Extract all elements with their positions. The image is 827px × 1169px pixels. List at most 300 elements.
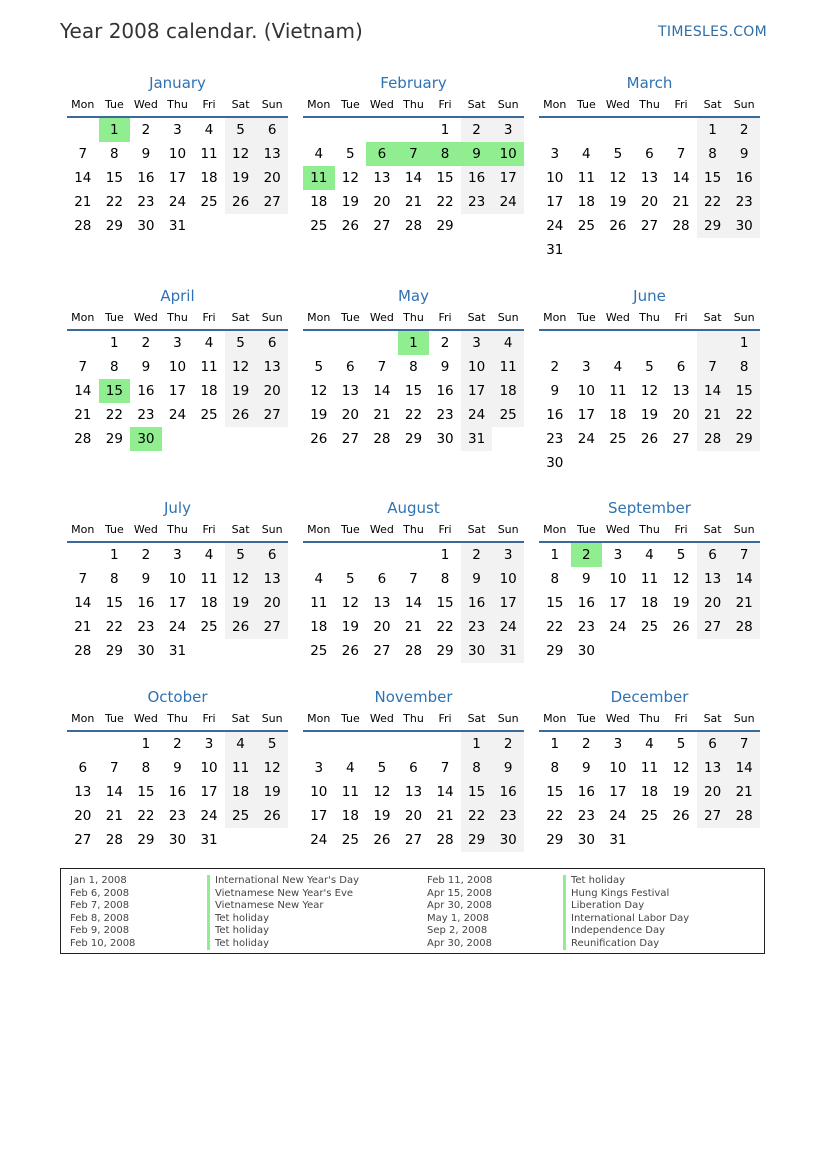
day-cell[interactable]: 20 (74, 808, 92, 824)
day-cell[interactable]: 30 (436, 431, 454, 447)
day-cell[interactable]: 9 (461, 567, 493, 591)
day-cell[interactable]: 26 (341, 218, 359, 234)
day-cell[interactable]: 13 (672, 383, 690, 399)
day-cell[interactable]: 25 (200, 194, 218, 210)
day-cell[interactable]: 8 (550, 571, 560, 587)
holiday-day-cell[interactable]: 10 (492, 142, 524, 166)
day-cell[interactable]: 16 (492, 780, 524, 804)
day-cell[interactable]: 3 (173, 335, 182, 351)
day-cell[interactable]: 17 (310, 808, 328, 824)
day-cell[interactable]: 2 (440, 335, 450, 351)
day-cell[interactable]: 28 (728, 615, 760, 639)
day-cell[interactable]: 8 (110, 571, 119, 587)
day-cell[interactable]: 31 (609, 832, 627, 848)
day-cell[interactable]: 4 (204, 122, 214, 138)
day-cell[interactable]: 5 (676, 547, 686, 563)
holiday-day-cell[interactable]: 7 (398, 142, 430, 166)
day-cell[interactable]: 7 (440, 760, 450, 776)
day-cell[interactable]: 11 (609, 383, 627, 399)
day-cell[interactable]: 18 (225, 780, 257, 804)
day-cell[interactable]: 4 (645, 736, 654, 752)
day-cell[interactable]: 6 (409, 760, 418, 776)
day-cell[interactable]: 13 (74, 784, 92, 800)
day-cell[interactable]: 17 (577, 407, 595, 423)
day-cell[interactable]: 29 (105, 218, 123, 234)
day-cell[interactable]: 26 (672, 619, 690, 635)
day-cell[interactable]: 29 (105, 431, 123, 447)
day-cell[interactable]: 16 (577, 595, 595, 611)
day-cell[interactable]: 14 (404, 595, 423, 611)
day-cell[interactable]: 23 (492, 804, 524, 828)
day-cell[interactable]: 7 (78, 359, 88, 375)
day-cell[interactable]: 6 (346, 359, 355, 375)
day-cell[interactable]: 4 (314, 571, 324, 587)
day-cell[interactable]: 3 (492, 543, 524, 567)
day-cell[interactable]: 8 (409, 359, 418, 375)
day-cell[interactable]: 11 (341, 784, 359, 800)
day-cell[interactable]: 15 (697, 166, 729, 190)
day-cell[interactable]: 14 (74, 383, 92, 399)
day-cell[interactable]: 3 (613, 547, 623, 563)
day-cell[interactable]: 24 (200, 808, 218, 824)
day-cell[interactable]: 2 (728, 118, 760, 142)
day-cell[interactable]: 8 (110, 146, 119, 162)
day-cell[interactable]: 14 (404, 170, 423, 186)
day-cell[interactable]: 22 (697, 190, 729, 214)
day-cell[interactable]: 6 (256, 118, 288, 142)
day-cell[interactable]: 27 (74, 832, 92, 848)
holiday-day-cell[interactable]: 1 (398, 331, 430, 355)
day-cell[interactable]: 25 (225, 804, 257, 828)
day-cell[interactable]: 22 (728, 403, 760, 427)
day-cell[interactable]: 13 (404, 784, 423, 800)
day-cell[interactable]: 3 (613, 736, 623, 752)
day-cell[interactable]: 8 (141, 760, 151, 776)
day-cell[interactable]: 31 (168, 643, 187, 659)
day-cell[interactable]: 20 (256, 591, 288, 615)
day-cell[interactable]: 23 (436, 407, 454, 423)
day-cell[interactable]: 19 (225, 166, 257, 190)
day-cell[interactable]: 10 (546, 170, 564, 186)
day-cell[interactable]: 10 (609, 571, 627, 587)
day-cell[interactable]: 15 (436, 170, 454, 186)
day-cell[interactable]: 23 (461, 190, 493, 214)
day-cell[interactable]: 3 (204, 736, 214, 752)
day-cell[interactable]: 3 (550, 146, 560, 162)
day-cell[interactable]: 3 (173, 547, 182, 563)
day-cell[interactable]: 31 (546, 242, 564, 258)
day-cell[interactable]: 11 (200, 571, 218, 587)
day-cell[interactable]: 29 (436, 218, 454, 234)
day-cell[interactable]: 10 (168, 146, 187, 162)
day-cell[interactable]: 24 (168, 619, 187, 635)
day-cell[interactable]: 4 (346, 760, 355, 776)
day-cell[interactable]: 25 (609, 431, 627, 447)
day-cell[interactable]: 30 (728, 214, 760, 238)
day-cell[interactable]: 10 (200, 760, 218, 776)
day-cell[interactable]: 6 (377, 571, 387, 587)
day-cell[interactable]: 13 (697, 567, 729, 591)
day-cell[interactable]: 5 (314, 359, 324, 375)
day-cell[interactable]: 9 (173, 760, 182, 776)
day-cell[interactable]: 11 (492, 355, 524, 379)
day-cell[interactable]: 26 (373, 832, 391, 848)
day-cell[interactable]: 5 (225, 543, 257, 567)
day-cell[interactable]: 3 (314, 760, 324, 776)
day-cell[interactable]: 30 (577, 643, 595, 659)
day-cell[interactable]: 1 (440, 122, 450, 138)
day-cell[interactable]: 11 (225, 756, 257, 780)
day-cell[interactable]: 7 (697, 355, 729, 379)
day-cell[interactable]: 25 (640, 808, 659, 824)
day-cell[interactable]: 18 (200, 595, 218, 611)
day-cell[interactable]: 12 (225, 567, 257, 591)
day-cell[interactable]: 10 (461, 355, 493, 379)
day-cell[interactable]: 10 (492, 567, 524, 591)
day-cell[interactable]: 11 (200, 359, 218, 375)
day-cell[interactable]: 22 (436, 619, 454, 635)
day-cell[interactable]: 31 (461, 427, 493, 451)
day-cell[interactable]: 9 (582, 571, 591, 587)
day-cell[interactable]: 27 (404, 832, 423, 848)
day-cell[interactable]: 20 (697, 591, 729, 615)
day-cell[interactable]: 17 (168, 383, 187, 399)
day-cell[interactable]: 17 (492, 591, 524, 615)
holiday-day-cell[interactable]: 11 (303, 166, 335, 190)
day-cell[interactable]: 14 (436, 784, 454, 800)
day-cell[interactable]: 27 (697, 615, 729, 639)
day-cell[interactable]: 6 (697, 732, 729, 756)
day-cell[interactable]: 30 (137, 643, 155, 659)
day-cell[interactable]: 27 (373, 643, 391, 659)
day-cell[interactable]: 20 (404, 808, 423, 824)
day-cell[interactable]: 25 (310, 218, 328, 234)
day-cell[interactable]: 3 (173, 122, 182, 138)
day-cell[interactable]: 17 (609, 784, 627, 800)
day-cell[interactable]: 29 (546, 643, 564, 659)
day-cell[interactable]: 6 (645, 146, 654, 162)
day-cell[interactable]: 26 (225, 403, 257, 427)
day-cell[interactable]: 10 (609, 760, 627, 776)
day-cell[interactable]: 1 (440, 547, 450, 563)
day-cell[interactable]: 23 (577, 619, 595, 635)
holiday-day-cell[interactable]: 8 (429, 142, 461, 166)
day-cell[interactable]: 15 (546, 784, 564, 800)
day-cell[interactable]: 13 (256, 355, 288, 379)
day-cell[interactable]: 20 (256, 166, 288, 190)
day-cell[interactable]: 12 (225, 355, 257, 379)
day-cell[interactable]: 24 (609, 619, 627, 635)
day-cell[interactable]: 3 (582, 359, 591, 375)
day-cell[interactable]: 20 (341, 407, 359, 423)
day-cell[interactable]: 1 (141, 736, 151, 752)
day-cell[interactable]: 20 (672, 407, 690, 423)
day-cell[interactable]: 15 (461, 780, 493, 804)
day-cell[interactable]: 16 (461, 166, 493, 190)
day-cell[interactable]: 14 (74, 170, 92, 186)
day-cell[interactable]: 28 (74, 218, 92, 234)
day-cell[interactable]: 22 (105, 619, 123, 635)
day-cell[interactable]: 6 (78, 760, 88, 776)
holiday-day-cell[interactable]: 9 (461, 142, 493, 166)
day-cell[interactable]: 11 (310, 595, 328, 611)
day-cell[interactable]: 21 (74, 407, 92, 423)
day-cell[interactable]: 2 (461, 118, 493, 142)
day-cell[interactable]: 26 (640, 431, 659, 447)
day-cell[interactable]: 7 (78, 571, 88, 587)
day-cell[interactable]: 5 (346, 571, 355, 587)
day-cell[interactable]: 2 (173, 736, 182, 752)
day-cell[interactable]: 21 (404, 194, 423, 210)
day-cell[interactable]: 27 (341, 431, 359, 447)
day-cell[interactable]: 15 (728, 379, 760, 403)
day-cell[interactable]: 8 (461, 756, 493, 780)
day-cell[interactable]: 19 (310, 407, 328, 423)
day-cell[interactable]: 24 (168, 407, 187, 423)
day-cell[interactable]: 7 (728, 543, 760, 567)
day-cell[interactable]: 23 (461, 615, 493, 639)
day-cell[interactable]: 21 (105, 808, 123, 824)
day-cell[interactable]: 25 (492, 403, 524, 427)
day-cell[interactable]: 2 (492, 732, 524, 756)
day-cell[interactable]: 2 (141, 335, 151, 351)
day-cell[interactable]: 15 (404, 383, 423, 399)
day-cell[interactable]: 9 (492, 756, 524, 780)
day-cell[interactable]: 24 (609, 808, 627, 824)
day-cell[interactable]: 27 (373, 218, 391, 234)
day-cell[interactable]: 5 (676, 736, 686, 752)
day-cell[interactable]: 16 (137, 170, 155, 186)
day-cell[interactable]: 16 (461, 591, 493, 615)
day-cell[interactable]: 21 (404, 619, 423, 635)
day-cell[interactable]: 29 (436, 643, 454, 659)
day-cell[interactable]: 8 (697, 142, 729, 166)
day-cell[interactable]: 10 (577, 383, 595, 399)
day-cell[interactable]: 23 (168, 808, 187, 824)
day-cell[interactable]: 30 (461, 639, 493, 663)
day-cell[interactable]: 5 (613, 146, 623, 162)
day-cell[interactable]: 4 (645, 547, 654, 563)
day-cell[interactable]: 4 (582, 146, 591, 162)
day-cell[interactable]: 15 (137, 784, 155, 800)
day-cell[interactable]: 17 (546, 194, 564, 210)
day-cell[interactable]: 19 (341, 619, 359, 635)
day-cell[interactable]: 27 (256, 190, 288, 214)
day-cell[interactable]: 9 (141, 571, 151, 587)
day-cell[interactable]: 13 (697, 756, 729, 780)
day-cell[interactable]: 11 (577, 170, 595, 186)
day-cell[interactable]: 26 (225, 190, 257, 214)
day-cell[interactable]: 13 (373, 595, 391, 611)
day-cell[interactable]: 4 (613, 359, 623, 375)
day-cell[interactable]: 7 (409, 571, 418, 587)
day-cell[interactable]: 1 (697, 118, 729, 142)
day-cell[interactable]: 29 (404, 431, 423, 447)
day-cell[interactable]: 15 (546, 595, 564, 611)
day-cell[interactable]: 25 (200, 619, 218, 635)
day-cell[interactable]: 23 (137, 407, 155, 423)
day-cell[interactable]: 8 (728, 355, 760, 379)
day-cell[interactable]: 12 (341, 170, 359, 186)
day-cell[interactable]: 14 (105, 784, 123, 800)
day-cell[interactable]: 27 (640, 218, 659, 234)
day-cell[interactable]: 17 (609, 595, 627, 611)
day-cell[interactable]: 18 (640, 784, 659, 800)
day-cell[interactable]: 2 (582, 736, 591, 752)
day-cell[interactable]: 3 (461, 331, 493, 355)
day-cell[interactable]: 19 (256, 780, 288, 804)
day-cell[interactable]: 6 (256, 331, 288, 355)
day-cell[interactable]: 25 (310, 643, 328, 659)
day-cell[interactable]: 12 (672, 760, 690, 776)
day-cell[interactable]: 15 (105, 595, 123, 611)
day-cell[interactable]: 21 (672, 194, 690, 210)
day-cell[interactable]: 14 (74, 595, 92, 611)
day-cell[interactable]: 9 (728, 142, 760, 166)
day-cell[interactable]: 12 (256, 756, 288, 780)
day-cell[interactable]: 13 (256, 567, 288, 591)
day-cell[interactable]: 12 (341, 595, 359, 611)
day-cell[interactable]: 25 (341, 832, 359, 848)
day-cell[interactable]: 17 (492, 166, 524, 190)
day-cell[interactable]: 20 (256, 379, 288, 403)
day-cell[interactable]: 30 (546, 455, 564, 471)
day-cell[interactable]: 17 (461, 379, 493, 403)
day-cell[interactable]: 18 (609, 407, 627, 423)
day-cell[interactable]: 27 (256, 403, 288, 427)
day-cell[interactable]: 1 (110, 335, 119, 351)
day-cell[interactable]: 29 (137, 832, 155, 848)
day-cell[interactable]: 16 (546, 407, 564, 423)
day-cell[interactable]: 19 (609, 194, 627, 210)
day-cell[interactable]: 25 (577, 218, 595, 234)
day-cell[interactable]: 16 (436, 383, 454, 399)
day-cell[interactable]: 28 (404, 643, 423, 659)
day-cell[interactable]: 24 (461, 403, 493, 427)
day-cell[interactable]: 19 (225, 591, 257, 615)
day-cell[interactable]: 16 (137, 595, 155, 611)
day-cell[interactable]: 21 (436, 808, 454, 824)
day-cell[interactable]: 5 (225, 118, 257, 142)
day-cell[interactable]: 18 (640, 595, 659, 611)
day-cell[interactable]: 16 (168, 784, 187, 800)
day-cell[interactable]: 1 (461, 732, 493, 756)
day-cell[interactable]: 23 (137, 194, 155, 210)
day-cell[interactable]: 30 (168, 832, 187, 848)
day-cell[interactable]: 18 (200, 383, 218, 399)
day-cell[interactable]: 11 (640, 571, 659, 587)
day-cell[interactable]: 20 (697, 780, 729, 804)
day-cell[interactable]: 31 (168, 218, 187, 234)
day-cell[interactable]: 18 (492, 379, 524, 403)
day-cell[interactable]: 18 (200, 170, 218, 186)
day-cell[interactable]: 20 (640, 194, 659, 210)
day-cell[interactable]: 12 (672, 571, 690, 587)
day-cell[interactable]: 12 (373, 784, 391, 800)
day-cell[interactable]: 29 (461, 828, 493, 852)
day-cell[interactable]: 23 (577, 808, 595, 824)
day-cell[interactable]: 22 (105, 194, 123, 210)
day-cell[interactable]: 12 (225, 142, 257, 166)
brand-link[interactable]: TIMESLES.COM (658, 24, 767, 40)
day-cell[interactable]: 27 (256, 615, 288, 639)
day-cell[interactable]: 2 (141, 547, 151, 563)
day-cell[interactable]: 12 (640, 383, 659, 399)
day-cell[interactable]: 14 (672, 170, 690, 186)
day-cell[interactable]: 23 (546, 431, 564, 447)
day-cell[interactable]: 3 (492, 118, 524, 142)
day-cell[interactable]: 21 (74, 194, 92, 210)
day-cell[interactable]: 26 (225, 615, 257, 639)
holiday-day-cell[interactable]: 2 (571, 543, 603, 567)
day-cell[interactable]: 24 (492, 615, 524, 639)
day-cell[interactable]: 15 (436, 595, 454, 611)
day-cell[interactable]: 26 (341, 643, 359, 659)
day-cell[interactable]: 29 (546, 832, 564, 848)
day-cell[interactable]: 30 (492, 828, 524, 852)
day-cell[interactable]: 27 (697, 804, 729, 828)
day-cell[interactable]: 16 (577, 784, 595, 800)
day-cell[interactable]: 6 (676, 359, 686, 375)
day-cell[interactable]: 31 (492, 639, 524, 663)
day-cell[interactable]: 18 (341, 808, 359, 824)
day-cell[interactable]: 24 (546, 218, 564, 234)
day-cell[interactable]: 8 (550, 760, 560, 776)
day-cell[interactable]: 27 (672, 431, 690, 447)
day-cell[interactable]: 23 (137, 619, 155, 635)
holiday-day-cell[interactable]: 1 (99, 118, 131, 142)
day-cell[interactable]: 1 (728, 331, 760, 355)
day-cell[interactable]: 9 (550, 383, 560, 399)
day-cell[interactable]: 28 (697, 427, 729, 451)
day-cell[interactable]: 1 (550, 547, 560, 563)
day-cell[interactable]: 7 (110, 760, 119, 776)
day-cell[interactable]: 26 (310, 431, 328, 447)
day-cell[interactable]: 22 (105, 407, 123, 423)
day-cell[interactable]: 30 (137, 218, 155, 234)
day-cell[interactable]: 4 (225, 732, 257, 756)
day-cell[interactable]: 9 (141, 359, 151, 375)
day-cell[interactable]: 26 (672, 808, 690, 824)
day-cell[interactable]: 15 (105, 170, 123, 186)
day-cell[interactable]: 19 (225, 379, 257, 403)
day-cell[interactable]: 21 (373, 407, 391, 423)
day-cell[interactable]: 13 (341, 383, 359, 399)
day-cell[interactable]: 29 (105, 643, 123, 659)
day-cell[interactable]: 7 (676, 146, 686, 162)
day-cell[interactable]: 24 (492, 190, 524, 214)
day-cell[interactable]: 20 (373, 619, 391, 635)
day-cell[interactable]: 14 (373, 383, 391, 399)
day-cell[interactable]: 19 (341, 194, 359, 210)
day-cell[interactable]: 5 (645, 359, 654, 375)
day-cell[interactable]: 10 (310, 784, 328, 800)
day-cell[interactable]: 28 (74, 431, 92, 447)
day-cell[interactable]: 6 (697, 543, 729, 567)
day-cell[interactable]: 9 (440, 359, 450, 375)
day-cell[interactable]: 7 (377, 359, 387, 375)
day-cell[interactable]: 28 (436, 832, 454, 848)
holiday-day-cell[interactable]: 30 (130, 427, 162, 451)
holiday-day-cell[interactable]: 15 (99, 379, 131, 403)
day-cell[interactable]: 1 (550, 736, 560, 752)
day-cell[interactable]: 9 (141, 146, 151, 162)
day-cell[interactable]: 10 (168, 359, 187, 375)
day-cell[interactable]: 8 (440, 571, 450, 587)
day-cell[interactable]: 18 (577, 194, 595, 210)
day-cell[interactable]: 13 (640, 170, 659, 186)
day-cell[interactable]: 5 (377, 760, 387, 776)
